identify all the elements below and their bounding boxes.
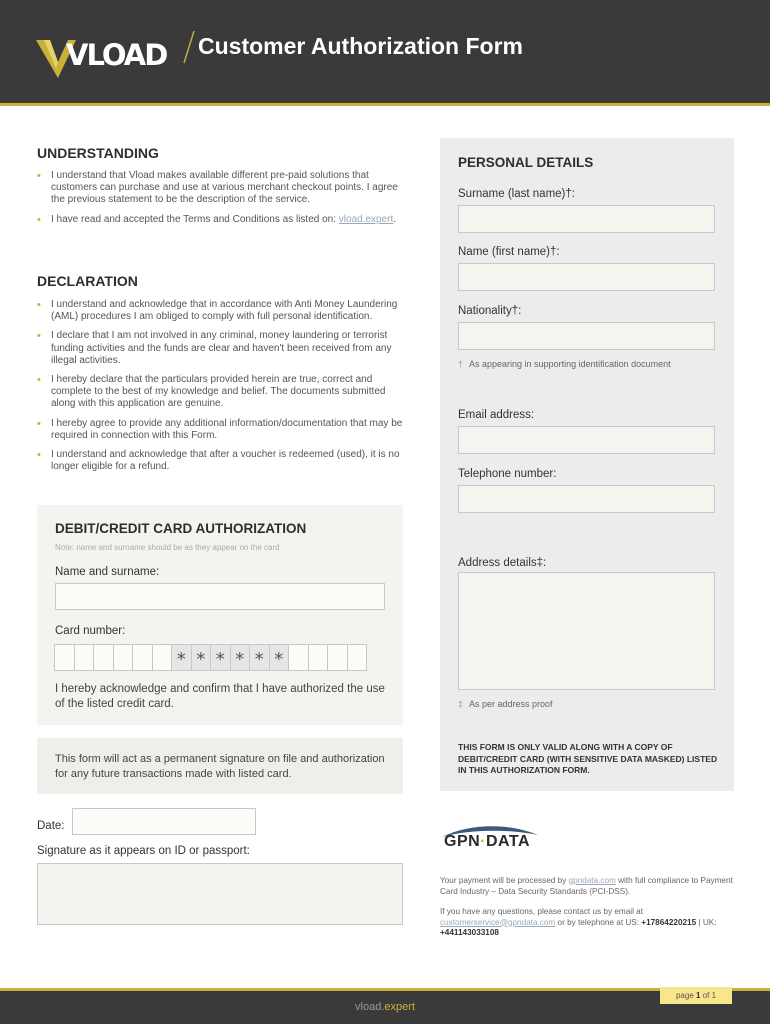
list-item: • I understand and acknowledge that after a voucher is redeemed (used), it is no longer eligible for a refund. bbox=[37, 449, 407, 473]
vload-link[interactable]: vload.expert bbox=[338, 213, 394, 225]
card-digit-masked: * bbox=[249, 644, 270, 671]
card-digit-box[interactable] bbox=[152, 644, 173, 671]
surname-input[interactable] bbox=[458, 205, 715, 233]
email-input[interactable] bbox=[458, 426, 715, 454]
card-section-title: DEBIT/CREDIT CARD AUTHORIZATION bbox=[55, 521, 307, 536]
list-item: • I understand and acknowledge that in accordance with Anti Money Laundering (AML) procedures I am obliged to comply with full personal identification. bbox=[37, 299, 407, 323]
uk-phone: +441143033108 bbox=[440, 928, 499, 937]
card-number-label: Card number: bbox=[55, 625, 126, 637]
signature-field[interactable] bbox=[37, 863, 403, 925]
card-authorization-section bbox=[37, 505, 403, 725]
card-number-input bbox=[55, 644, 367, 671]
email-label: Email address: bbox=[458, 409, 535, 421]
date-input[interactable] bbox=[72, 808, 256, 835]
personal-details-section bbox=[440, 138, 734, 791]
list-item: • I hereby agree to provide any additional information/documentation that may be required in connection with this Form. bbox=[37, 418, 407, 442]
card-digit-box[interactable] bbox=[308, 644, 329, 671]
telephone-input[interactable] bbox=[458, 485, 715, 513]
firstname-input[interactable] bbox=[458, 263, 715, 291]
permanent-signature-note bbox=[37, 738, 403, 794]
title-slash-icon bbox=[182, 30, 196, 64]
page-indicator: page 1 of 1 bbox=[660, 987, 732, 1004]
contact-info: If you have any questions, please contact us by email at customerservice@gpndata.com or by telephone at US: +17864220215 | UK: +441143033108 bbox=[440, 907, 717, 937]
understanding-list bbox=[37, 170, 407, 233]
nationality-input[interactable] bbox=[458, 322, 715, 350]
list-item: • I hereby declare that the particulars provided herein are true, correct and complete to the best of my knowledge and belief. The documents submitted along with this application are genuine. bbox=[37, 374, 407, 411]
firstname-label: Name (first name)†: bbox=[458, 246, 560, 258]
gpn-data-logo: GPN·DATA bbox=[444, 833, 531, 850]
list-item: • I understand that Vload makes available different pre-paid solutions that customers can purchase and use at various merchant checkout points. I agree the previous statement to be the description of the service. bbox=[37, 170, 407, 207]
page-footer bbox=[0, 988, 770, 1024]
date-label: Date: bbox=[37, 820, 65, 832]
telephone-label: Telephone number: bbox=[458, 468, 557, 480]
card-note: Note: name and surname should be as they appear on the card bbox=[55, 543, 280, 552]
personal-details-title: PERSONAL DETAILS bbox=[458, 155, 594, 170]
payment-processor-info: Your payment will be processed by gpndata.com with full compliance to Payment Card Industry – Data Security Standards (PCI-DSS). bbox=[440, 876, 733, 896]
customer-service-email-link[interactable]: customerservice@gpndata.com bbox=[440, 917, 556, 927]
surname-label: Surname (last name)†: bbox=[458, 188, 575, 200]
footer-website: vload.expert bbox=[355, 1001, 415, 1013]
page-title: Customer Authorization Form bbox=[198, 33, 523, 59]
card-name-input[interactable] bbox=[55, 583, 385, 610]
card-digit-masked: * bbox=[230, 644, 251, 671]
us-phone: +17864220215 bbox=[641, 917, 697, 927]
card-acknowledgement: I hereby acknowledge and confirm that I have authorized the use of the listed credit card. bbox=[55, 683, 385, 710]
card-digit-box[interactable] bbox=[327, 644, 348, 671]
card-digit-box[interactable] bbox=[132, 644, 153, 671]
card-digit-box[interactable] bbox=[54, 644, 75, 671]
declaration-list bbox=[37, 299, 407, 480]
address-input[interactable] bbox=[458, 572, 715, 690]
address-label: Address details‡: bbox=[458, 557, 547, 569]
list-item: • I declare that I am not involved in any criminal, money laundering or terrorist funding activities and the funds are clear and haven't been received from any illegal activities. bbox=[37, 330, 407, 367]
permanent-signature-text: This form will act as a permanent signature on file and authorization for any future transactions made with listed card. bbox=[55, 753, 385, 780]
declaration-heading: DECLARATION bbox=[37, 273, 138, 289]
card-digit-box[interactable] bbox=[347, 644, 368, 671]
list-item: • I have read and accepted the Terms and Conditions as listed on: vload.expert. bbox=[37, 214, 407, 226]
card-name-label: Name and surname: bbox=[55, 566, 160, 578]
card-digit-masked: * bbox=[210, 644, 231, 671]
card-digit-masked: * bbox=[191, 644, 212, 671]
card-digit-box[interactable] bbox=[113, 644, 134, 671]
card-digit-masked: * bbox=[171, 644, 192, 671]
dagger-footnote: † As appearing in supporting identification document bbox=[458, 359, 671, 369]
signature-label: Signature as it appears on ID or passport: bbox=[37, 845, 250, 857]
card-digit-box[interactable] bbox=[93, 644, 114, 671]
vload-logo-text: VLOAD bbox=[66, 38, 167, 72]
nationality-label: Nationality†: bbox=[458, 305, 522, 317]
gpndata-link[interactable]: gpndata.com bbox=[568, 876, 616, 885]
card-digit-box[interactable] bbox=[288, 644, 309, 671]
ddagger-footnote: ‡ As per address proof bbox=[458, 699, 553, 709]
understanding-heading: UNDERSTANDING bbox=[37, 145, 159, 161]
card-digit-box[interactable] bbox=[74, 644, 95, 671]
card-digit-masked: * bbox=[269, 644, 290, 671]
validity-notice: THIS FORM IS ONLY VALID ALONG WITH A COPY OF DEBIT/CREDIT CARD (WITH SENSITIVE DATA MASKED) LISTED IN THIS AUTHORIZATION FORM. bbox=[458, 742, 718, 775]
